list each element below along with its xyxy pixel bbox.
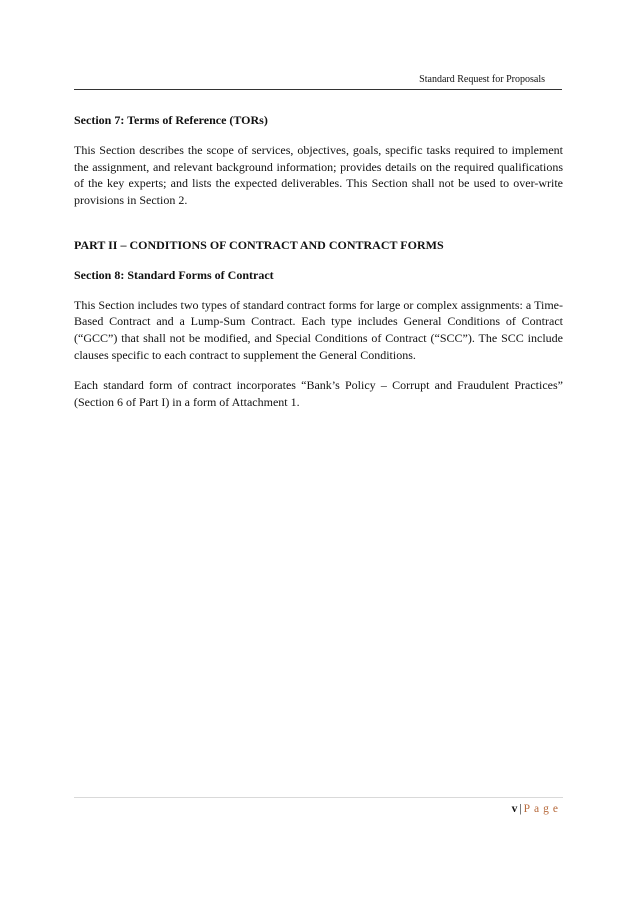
page-footer <box>512 802 562 816</box>
section-8-paragraph-2: Each standard form of contract incorporates “Bank’s Policy – Corrupt and Fraudulent Practices” (Section 6 of Part I) in a form of Attachment 1. <box>74 377 563 409</box>
section-7-paragraph: This Section describes the scope of services, objectives, goals, specific tasks required to implement the assignment, and relevant background information; provides details on the required qualifications of the key experts; and lists the expected deliverables. This Section shall not be used to over-write provisions in Section 2. <box>74 142 563 208</box>
section-8-heading: Section 8: Standard Forms of Contract <box>74 267 274 282</box>
section-7-heading: Section 7: Terms of Reference (TORs) <box>74 113 268 127</box>
part-2-heading: PART II – CONDITIONS OF CONTRACT AND CONTRACT FORMS <box>74 237 444 252</box>
document-body <box>74 112 563 423</box>
section-8-paragraph-1: This Section includes two types of standard contract forms for large or complex assignments: a Time-Based Contract and a Lump-Sum Contract. Each type includes General Conditions of Contract (“GCC”) that shall not be modified, and Special Conditions of Contract (“SCC”). The SCC include clauses specific to each contract to supplement the General Conditions. <box>74 297 563 362</box>
page-number: v <box>511 803 518 815</box>
header-divider <box>74 89 562 90</box>
footer-separator: | <box>519 803 522 815</box>
page-label: Page <box>523 803 562 815</box>
running-header: Standard Request for Proposals <box>419 74 545 85</box>
footer-divider <box>74 797 563 798</box>
